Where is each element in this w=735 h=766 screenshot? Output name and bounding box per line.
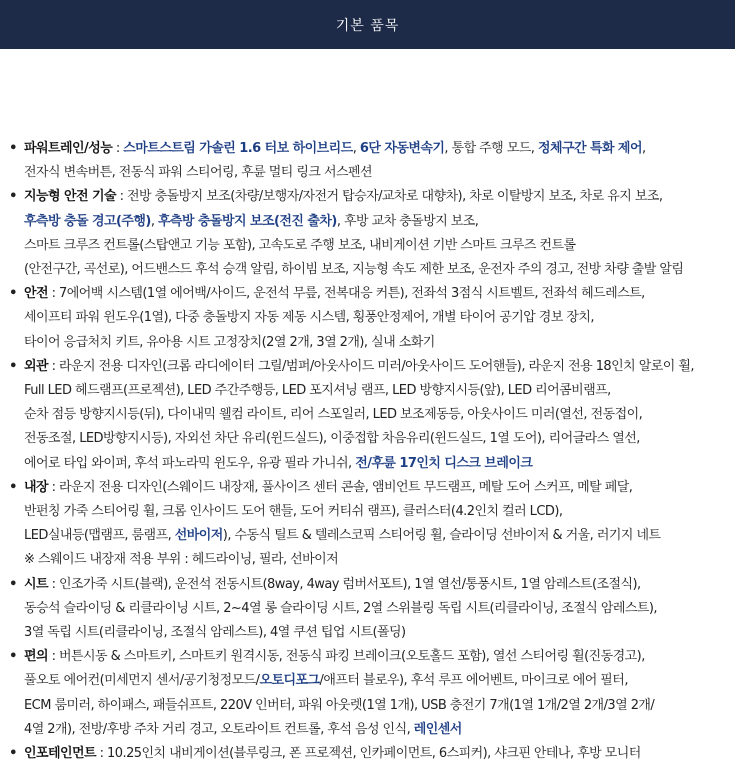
spec-text: 스마트 크루즈 컨트롤(스탑앤고 기능 포함), 고속도로 주행 보조, 내비게이션 기반 스마트 크루즈 컨트롤 — [24, 237, 576, 253]
spec-line — [24, 185, 735, 209]
spec-text: (안전구간, 곡선로), 어드밴스드 후석 승객 알림, 하이빔 보조, 지능형 속도 제한 보조, 운전자 주의 경고, 전방 차량 출발 알림 — [24, 262, 684, 278]
spec-line — [24, 258, 735, 282]
spec-text: 동승석 슬라이딩 & 리클라이닝 시트, 2~4열 롱 슬라이딩 시트, 2열 스위블링 독립 시트(리클라이닝, 조절식 암레스트), — [24, 600, 657, 616]
spec-line — [24, 645, 735, 669]
spec-item — [6, 355, 735, 476]
spec-line — [24, 742, 735, 766]
spec-text: , 통합 주행 모드, — [444, 141, 538, 156]
spec-content — [0, 49, 735, 766]
spec-line — [24, 597, 735, 621]
spec-category: 편의 — [24, 649, 49, 665]
spec-line — [24, 137, 735, 161]
spec-line — [24, 524, 735, 548]
spec-line — [24, 379, 735, 403]
spec-item — [6, 573, 735, 646]
spec-category: 안전 — [24, 286, 49, 302]
spec-text: ECM 룸미러, 하이패스, 패들쉬프트, 220V 인버터, 파워 아웃렛(1열 1개), USB 충전기 7개(1열 1개/2열 2개/3열 2개/ — [24, 697, 655, 713]
bullet-icon: • — [9, 358, 17, 374]
section-title: 기본 품목 — [335, 17, 400, 34]
spec-line — [24, 621, 735, 645]
spec-text: : 라운지 전용 디자인(스웨이드 내장재, 풀사이즈 센터 콘솔, 앰비언트 무드램프, 메탈 도어 스커프, 메탈 페달, — [48, 479, 633, 495]
spec-text: , — [150, 213, 158, 229]
spec-line — [24, 306, 735, 330]
spec-line — [24, 718, 735, 742]
spec-text: 풀오토 에어컨(미세먼지 센서/공기청정모드/ — [24, 673, 260, 689]
spec-text: Full LED 헤드램프(프로젝션), LED 주간주행등, LED 포지셔닝 램프, LED 방향지시등(앞), LED 리어콤비램프, — [24, 383, 611, 399]
spec-line — [24, 694, 735, 718]
highlighted-text: 스마트스트림 가솔린 1.6 터보 하이브리드 — [123, 141, 353, 156]
highlighted-text: 후측방 충돌방지 보조(전진 출차) — [157, 213, 337, 229]
spec-line — [24, 452, 735, 476]
spec-item — [6, 742, 735, 766]
spec-text: , — [641, 141, 646, 156]
spec-text: : 10.25인치 내비게이션(블루링크, 폰 프로젝션, 인카페이먼트, 6스피커), 샤크핀 안테나, 후방 모니터 — [96, 746, 641, 762]
spec-line — [24, 427, 735, 451]
spec-item — [6, 645, 735, 742]
spec-text: 에어로 타입 와이퍼, 후석 파노라믹 윈도우, 유광 필라 가니쉬, — [24, 455, 356, 471]
spec-item — [6, 137, 735, 185]
spec-text: : 라운지 전용 디자인(크롬 라디에이터 그릴/범퍼/아웃사이드 미러/아웃사이드 도어핸들), 라운지 전용 18인치 알로이 휠, — [48, 358, 694, 374]
spec-line — [24, 355, 735, 379]
spec-text: 전자식 변속버튼, 전동식 파워 스티어링, 후륜 멀티 링크 서스펜션 — [24, 165, 373, 181]
highlighted-text: 레인센서 — [413, 721, 462, 737]
spec-line — [24, 476, 735, 500]
spec-list — [6, 137, 735, 766]
highlighted-text: 6단 자동변속기 — [359, 141, 445, 156]
spec-line — [24, 234, 735, 258]
spec-text: 3열 독립 시트(리클라이닝, 조절식 암레스트), 4열 쿠션 팁업 시트(폴딩) — [24, 625, 406, 641]
highlighted-text: 정체구간 특화 제어 — [537, 141, 642, 156]
spec-line — [24, 210, 735, 234]
spec-line — [24, 331, 735, 355]
spec-category: 파워트레인/성능 — [24, 141, 113, 156]
spec-text: /애프터 블로우), 후석 루프 에어벤트, 마이크로 에어 필터, — [319, 673, 628, 689]
spec-text: ), 수동식 틸트 & 텔레스코픽 스티어링 휠, 슬라이딩 선바이저 & 거울, 러기지 네트 — [222, 528, 661, 544]
spec-line — [24, 161, 735, 185]
spec-item — [6, 185, 735, 282]
bullet-icon: • — [9, 746, 17, 762]
spec-category: 내장 — [24, 479, 49, 495]
section-header — [0, 0, 735, 49]
spec-text: : 버튼시동 & 스마트키, 스마트키 원격시동, 전동식 파킹 브레이크(오토홀드 포함), 열선 스티어링 휠(진동경고), — [48, 649, 645, 665]
spec-category: 인포테인먼트 — [24, 746, 97, 762]
spec-item — [6, 282, 735, 355]
highlighted-text: 선바이저 — [174, 528, 223, 544]
bullet-icon: • — [9, 286, 17, 302]
spec-text: 세이프티 파워 윈도우(1열), 다중 충돌방지 자동 제동 시스템, 횡풍안정제어, 개별 타이어 공기압 경보 장치, — [24, 310, 594, 326]
bullet-icon: • — [9, 189, 17, 205]
spec-category: 시트 — [24, 576, 49, 592]
spec-text: 4열 2개), 전방/후방 주차 거리 경고, 오토라이트 컨트롤, 후석 음성 인식, — [24, 721, 414, 737]
bullet-icon: • — [9, 576, 17, 592]
spec-category: 지능형 안전 기술 — [24, 189, 117, 205]
spec-text: : — [112, 141, 124, 156]
bullet-icon: • — [9, 141, 17, 156]
highlighted-text: 전/후륜 17인치 디스크 브레이크 — [355, 455, 533, 471]
spec-text: : 7에어백 시스템(1열 에어백/사이드, 운전석 무릎, 전복대응 커튼), 전좌석 3점식 시트벨트, 전좌석 헤드레스트, — [48, 286, 645, 302]
spec-line — [24, 573, 735, 597]
spec-line — [24, 282, 735, 306]
spec-line — [24, 669, 735, 693]
spec-item — [6, 476, 735, 573]
bullet-icon: • — [9, 479, 17, 495]
spec-category: 외관 — [24, 358, 49, 374]
spec-text: , — [352, 141, 360, 156]
highlighted-text: 후측방 충돌 경고(주행) — [24, 213, 151, 229]
spec-line — [24, 548, 735, 572]
spec-text: : 인조가죽 시트(블랙), 운전석 전동시트(8way, 4way 럼버서포트), 1열 열선/통풍시트, 1열 암레스트(조절식), — [48, 576, 641, 592]
spec-text: 타이어 응급처치 키트, 유아용 시트 고정장치(2열 2개, 3열 2개), 실내 소화기 — [24, 334, 435, 350]
spec-text: , 후방 교차 충돌방지 보조, — [336, 213, 479, 229]
spec-text: ※ 스웨이드 내장재 적용 부위 : 헤드라이닝, 필라, 선바이저 — [24, 552, 339, 568]
spec-line — [24, 500, 735, 524]
spec-text: 반펀칭 가죽 스티어링 휠, 크롬 인사이드 도어 핸들, 도어 커티쉬 램프), 클러스터(4.2인치 컬러 LCD), — [24, 504, 563, 520]
spec-text: 순차 점등 방향지시등(뒤), 다이내믹 웰컴 라이트, 리어 스포일러, LED 보조제동등, 아웃사이드 미러(열선, 전동접이, — [24, 407, 643, 423]
highlighted-text: 오토디포그 — [259, 673, 320, 689]
spec-text: LED실내등(맵램프, 룸램프, — [24, 528, 175, 544]
spec-text: : 전방 충돌방지 보조(차량/보행자/자전거 탑승자/교차로 대향차), 차로 이탈방지 보조, 차로 유지 보조, — [116, 189, 663, 205]
spec-text: 전동조절, LED방향지시등), 자외선 차단 유리(윈드실드), 이중접합 차음유리(윈드실드, 1열 도어), 리어글라스 열선, — [24, 431, 640, 447]
spec-line — [24, 403, 735, 427]
bullet-icon: • — [9, 649, 17, 665]
